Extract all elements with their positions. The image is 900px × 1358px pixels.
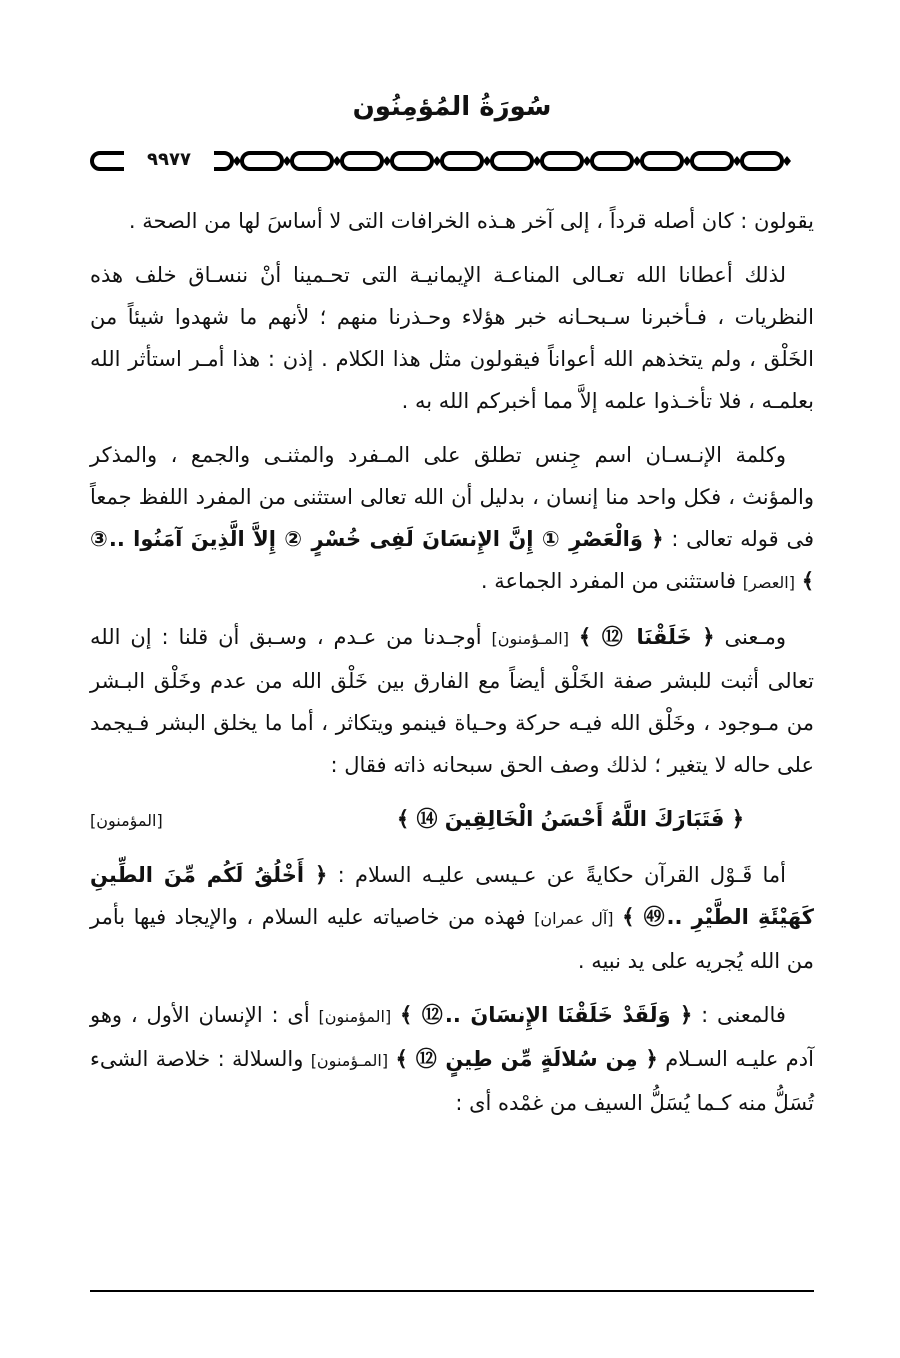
chain-diamond: [783, 156, 791, 166]
paragraph-4-rest: أوجـدنا من عـدم ، وسـبق أن قلنا : إن الله تعالى أثبت للبشر صفة الخَلْق أيضاً مع الفارق بين خَلْق الله من عدم وخَلْق البـشر من مـوجود ، وخَلْق الله فيـه حركة وحـياة فينمو ويتكاثر ، أما ما يخلق البشر فـيجمد على حاله لا يتغير ؛ لذلك وصف الحق سبحانه ذاته فقال :: [90, 625, 814, 777]
chain-link: [642, 153, 682, 169]
surah-reference: [المـؤمنون]: [491, 629, 569, 648]
paragraph-4-start: ومـعنى: [724, 625, 786, 649]
page-number: ٩٩٧٧: [124, 148, 214, 172]
quran-verse-tabarak: ﴿ فَتَبَارَكَ اللَّهُ أَحْسَنُ الْخَالِقِينَ ⑭ ﴾: [396, 807, 744, 831]
quran-quote-khalaqna: ﴿ خَلَقْنَا ⑫ ﴾: [578, 625, 715, 649]
chain-diamond: [233, 156, 241, 166]
chain-link: [292, 153, 332, 169]
chain-link: [342, 153, 382, 169]
paragraph-3-text: وكلمة الإنـسـان اسم جِنس تطلق على المـفرد والمثنـى والجمع ، والمذكر والمؤنث ، فكل واحد منا إنسان ، بدليل أن الله تعالى استثنى من المفرد اللفظ جمعاً فى قوله تعالى :: [90, 443, 814, 551]
quran-quote-insan: ﴿ وَلَقَدْ خَلَقْنَا الإِنسَانَ ..⑫ ﴾: [400, 1003, 693, 1027]
paragraph-6-start: فالمعنى :: [701, 1003, 786, 1027]
chain-diamond: [583, 156, 591, 166]
chain-diamond: [433, 156, 441, 166]
paragraph-3: [90, 434, 814, 604]
surah-reference: [المـؤمنون]: [310, 1051, 389, 1070]
paragraph-6-rest: والسلالة : خلاصة الشىء تُسَلُّ منه كـما يُسَلُّ السيف من غمْده أى :: [90, 1047, 814, 1115]
paragraph-5: [90, 854, 814, 982]
paragraph-5-rest: فهذه من خاصياته عليه السلام ، والإيجاد فيها بأمر من الله يُجريه على يد نبيه .: [90, 905, 814, 973]
paragraph-6-mid: أى : الإنسان الأول ، وهو آدم عليـه السـلام: [90, 1003, 814, 1071]
chain-diamond: [383, 156, 391, 166]
paragraph-1: يقولون : كان أصله قرداً ، إلى آخر هـذه الخرافات التى لا أساسَ لها من الصحة .: [128, 209, 814, 233]
main-text: [90, 200, 814, 1136]
footer-rule: [90, 1290, 814, 1292]
verse-block: [90, 798, 814, 842]
chain-link: [442, 153, 482, 169]
chain-link: [692, 153, 732, 169]
chain-diamond: [633, 156, 641, 166]
quran-quote-sulala: ﴿ مِن سُلالَةٍ مِّن طِينٍ ⑫ ﴾: [395, 1047, 658, 1071]
chain-diamond: [483, 156, 491, 166]
paragraph-3-tail: فاستثنى من المفرد الجماعة .: [480, 569, 737, 593]
paragraph-2: لذلك أعطانا الله تعـالى المناعـة الإيمانيـة التى تحـمينا أنْ ننسـاق خلف هذه النظريات ، فـأخبرنا سـبحـانه خبر هؤلاء وحـذرنا منهم ؛ لأنهم ما شهدوا شيئاً من الخَلْق ، ولم يتخذهم الله أعواناً فيقولون مثل هذا الكلام . إذن : هذا أمـر استأثر الله بعلمـه ، فلا تأخـذوا علمه إلاَّ مما أخبركم الله به .: [90, 263, 814, 413]
paragraph-4: [90, 616, 814, 786]
chain-link: [492, 153, 532, 169]
chain-diamond: [683, 156, 691, 166]
chain-link: [392, 153, 432, 169]
surah-reference: [المؤمنون]: [90, 811, 163, 830]
chain-link: [242, 153, 282, 169]
book-page: [90, 0, 814, 1358]
chain-diamond: [733, 156, 741, 166]
surah-reference: [المؤمنون]: [318, 1007, 392, 1026]
surah-reference: [آل عمران]: [534, 909, 614, 928]
chain-diamond: [533, 156, 541, 166]
paragraph-6: [90, 994, 814, 1124]
chain-diamond: [283, 156, 291, 166]
surah-title: سُورَةُ المُؤمِنُون: [352, 92, 552, 122]
chain-link: [542, 153, 582, 169]
paragraph-5-start: أما قَـوْل القرآن حكايةً عن عـيسى عليـه السلام :: [337, 863, 786, 887]
chain-diamond: [333, 156, 341, 166]
chain-link: [592, 153, 632, 169]
quran-quote-isa: ﴿ أَخْلُقُ لَكُم مِّنَ الطِّينِ كَهَيْئَةِ الطَّيْرِ ..㊾ ﴾: [90, 863, 814, 929]
surah-reference: [العصر]: [742, 573, 795, 592]
chain-link: [742, 153, 782, 169]
quran-quote-asr: ﴿ وَالْعَصْرِ ① إِنَّ الإِنسَانَ لَفِى خُسْرٍ ② إِلاَّ الَّذِينَ آمَنُوا ..③ ﴾: [90, 527, 814, 593]
